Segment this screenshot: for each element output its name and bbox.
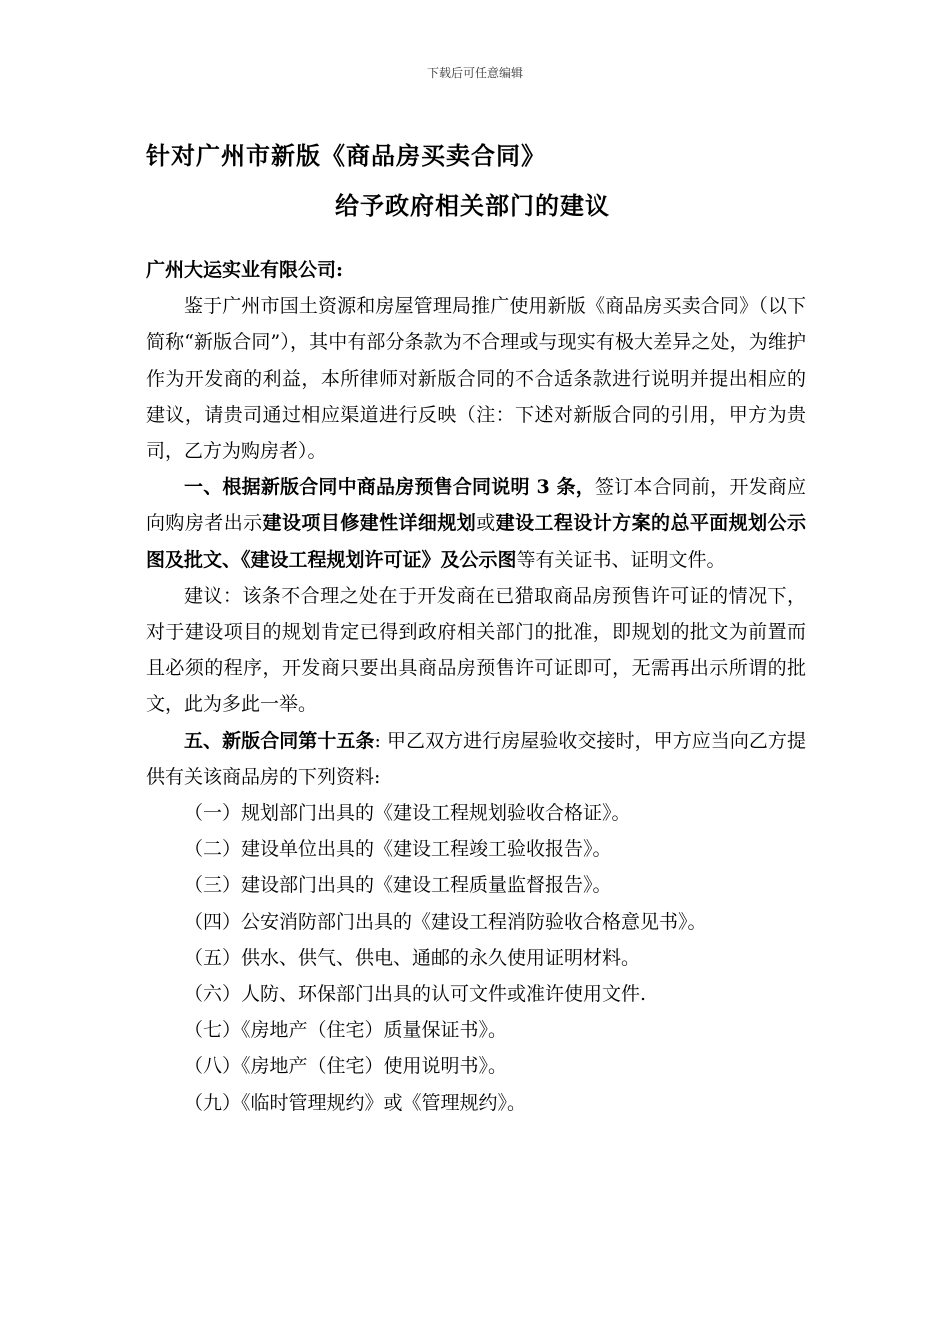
document-body [146,252,806,1121]
list-item: （七）《房地产（住宅）质量保证书》。 [184,1019,508,1042]
list-item: （一）规划部门出具的《建设工程规划验收合格证》。 [184,802,631,825]
section-1-bold-d: 建设工程设计方案的总平面规划公示图及批文、《建设工程规划许可证》及公示图 [146,512,806,571]
list-item: （八）《房地产（住宅）使用说明书》。 [184,1055,508,1078]
section-1-paragraph [146,469,806,578]
addressee: 广州大运实业有限公司: [146,259,344,281]
document-title-line-2: 给予政府相关部门的建议 [335,191,610,220]
list-item: （三）建设部门出具的《建设工程质量监督报告》。 [184,874,612,897]
section-1-text-e: 等有关证书、证明文件。 [516,548,726,571]
list-item: （六）人防、环保部门出具的认可文件或准许使用文件. [184,983,647,1006]
suggestion-1-paragraph: 建议：该条不合理之处在于开发商在已猎取商品房预售许可证的情况下，对于建设项目的规划肯定已得到政府相关部门的批准，即规划的批文为前置而且必须的程序，开发商只要出具商品房预售许可证即可，无需再出示所谓的批文，此为多此一举。 [146,584,806,716]
list-item: （五）供水、供气、供电、通邮的永久使用证明材料。 [184,946,641,969]
section-5-paragraph [146,723,806,795]
document-title-line-1: 针对广州市新版《商品房买卖合同》 [146,141,546,170]
page-header-note: 下载后可任意编辑 [426,66,523,80]
section-5-text: : 甲乙双方进行房屋验收交接时，甲方应当向乙方提供有关该商品房的下列资料: [146,729,806,788]
section-1-text-c: 或 [476,512,496,535]
section-1-text-a: 签订本合同前，开发商应向购房者出示 [146,476,806,535]
section-5-heading: 五、新版合同第十五条 [184,729,375,752]
list-item: （四）公安消防部门出具的《建设工程消防验收合格意见书》。 [184,910,707,933]
list-item: （二）建设单位出具的《建设工程竣工验收报告》。 [184,838,612,861]
list-item: （九）《临时管理规约》或《管理规约》。 [184,1091,527,1114]
section-1-heading: 一、根据新版合同中商品房预售合同说明 3 条， [184,476,595,499]
intro-paragraph: 鉴于广州市国土资源和房屋管理局推广使用新版《商品房买卖合同》（以下简称“新版合同”），其中有部分条款为不合理或与现实有极大差异之处，为维护作为开发商的利益，本所律师对新版合同的不合适条款进行说明并提出相应的建议，请贵司通过相应渠道进行反映（注：下述对新版合同的引用，甲方为贵司，乙方为购房者）。 [146,295,806,463]
section-1-bold-b: 建设项目修建性详细规划 [262,512,477,535]
